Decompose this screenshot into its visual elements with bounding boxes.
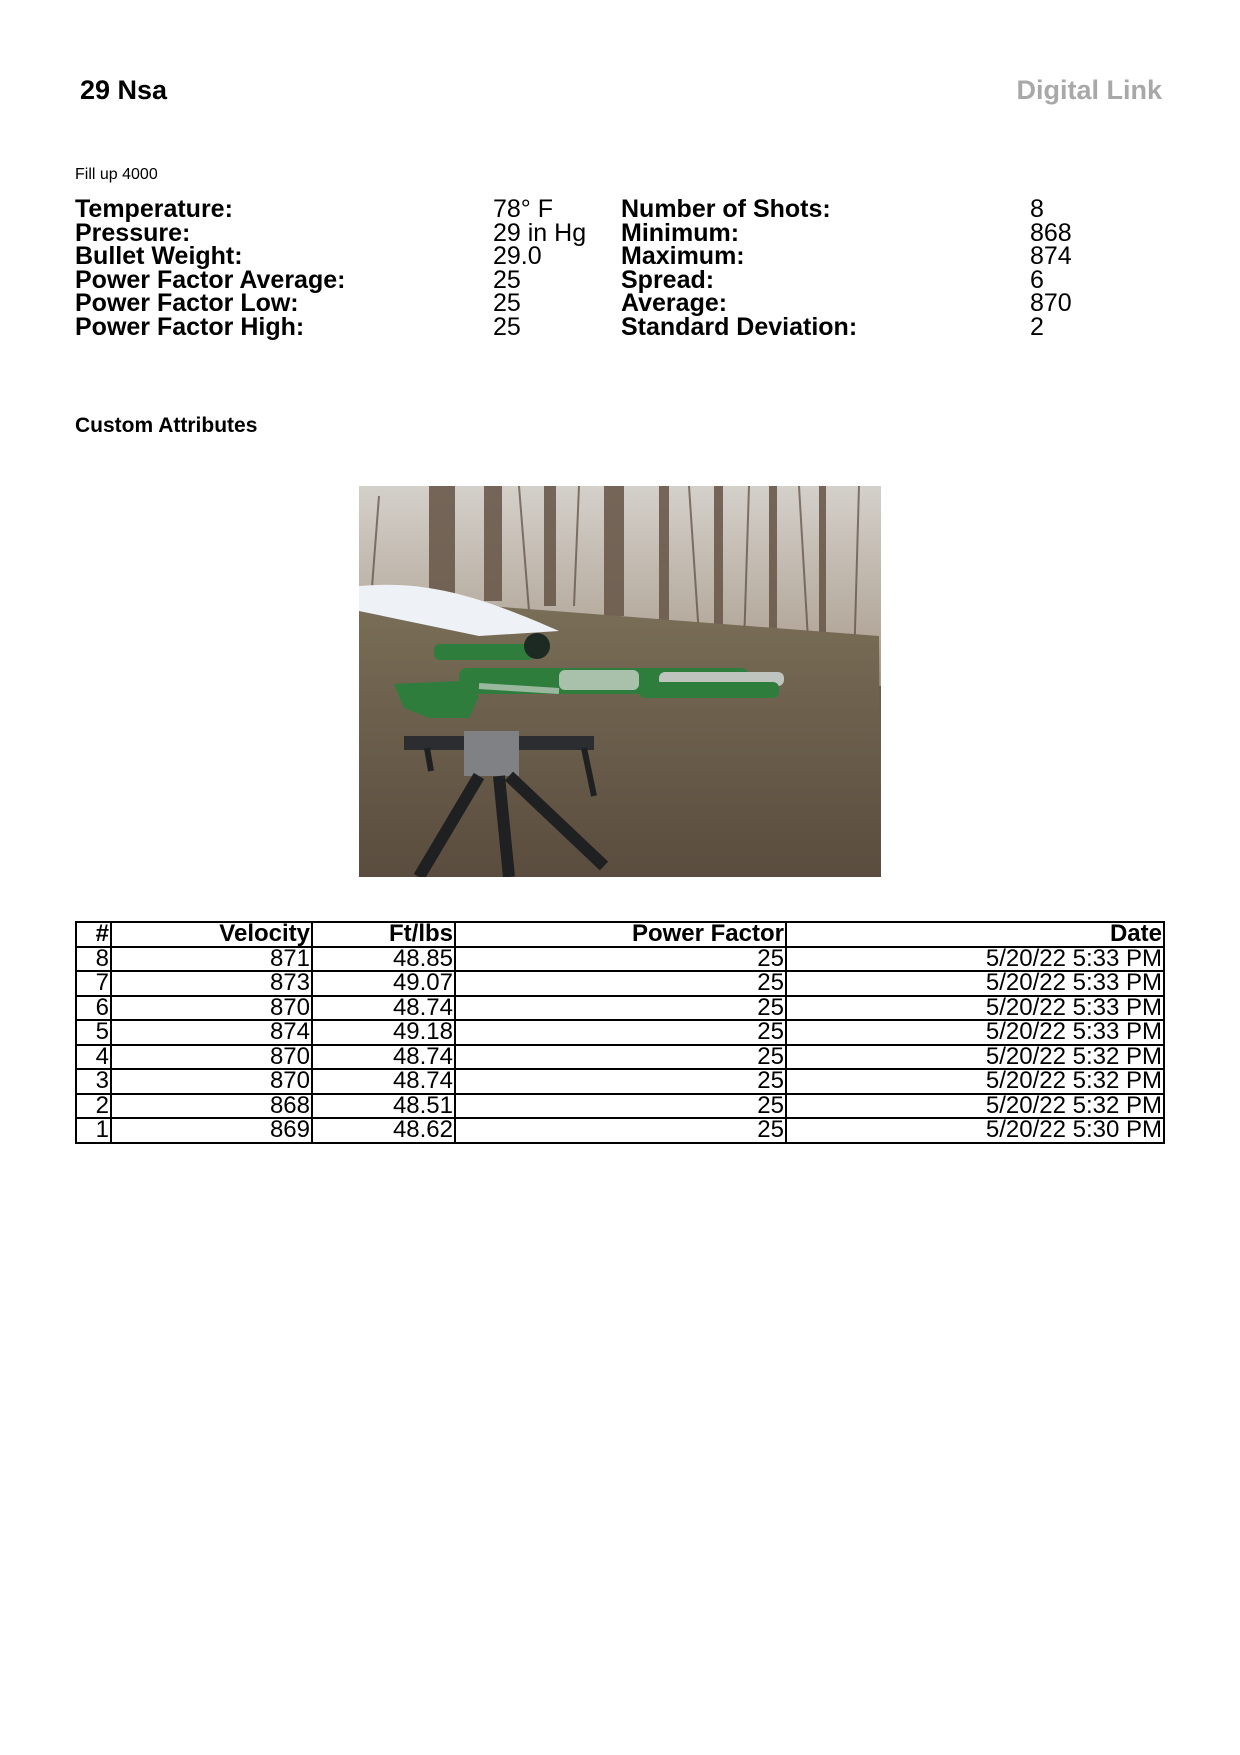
cell-ft-lbs: 49.07 (312, 971, 455, 996)
cell-shot-number: 7 (76, 971, 111, 996)
cell-ft-lbs: 48.74 (312, 1069, 455, 1094)
table-row (76, 1094, 1164, 1119)
cell-ft-lbs: 48.62 (312, 1118, 455, 1143)
stat-row-shot-count (621, 195, 1072, 223)
cell-velocity: 870 (111, 1069, 312, 1094)
stat-value: 29 in Hg (493, 218, 587, 247)
cell-shot-number: 6 (76, 996, 111, 1021)
cell-date: 5/20/22 5:32 PM (786, 1069, 1164, 1094)
cell-ft-lbs: 48.74 (312, 996, 455, 1021)
cell-shot-number: 8 (76, 947, 111, 972)
table-row (76, 1045, 1164, 1070)
stat-value: 78° F (493, 195, 554, 223)
stat-label: Spread: (621, 265, 715, 294)
stat-value: 874 (1030, 242, 1072, 270)
custom-attributes-heading: Custom Attributes (75, 414, 258, 437)
table-row (76, 971, 1164, 996)
cell-date: 5/20/22 5:32 PM (786, 1094, 1164, 1119)
fill-note: Fill up 4000 (75, 166, 158, 183)
cell-date: 5/20/22 5:33 PM (786, 971, 1164, 996)
cell-velocity: 869 (111, 1118, 312, 1143)
stat-value: 8 (1030, 195, 1044, 223)
cell-power-factor: 25 (455, 1069, 786, 1094)
stat-row-temperature (75, 195, 586, 223)
stat-label: Temperature: (75, 195, 233, 223)
cell-power-factor: 25 (455, 1045, 786, 1070)
conditions-stats (75, 195, 587, 341)
rifle-photo (359, 486, 881, 877)
stat-label: Pressure: (75, 218, 191, 247)
cell-date: 5/20/22 5:33 PM (786, 947, 1164, 972)
cell-shot-number: 4 (76, 1045, 111, 1070)
stat-value: 29.0 (493, 242, 542, 270)
stat-label: Power Factor High: (75, 312, 305, 341)
cell-velocity: 871 (111, 947, 312, 972)
stat-row-pf-high (75, 312, 586, 341)
table-row (76, 1069, 1164, 1094)
cell-velocity: 870 (111, 1045, 312, 1070)
cell-shot-number: 5 (76, 1020, 111, 1045)
stat-row-bullet-weight (75, 242, 586, 270)
cell-ft-lbs: 48.74 (312, 1045, 455, 1070)
shot-summary-stats (621, 195, 1072, 341)
cell-power-factor: 25 (455, 947, 786, 972)
stat-value: 868 (1030, 218, 1072, 247)
cell-power-factor: 25 (455, 1118, 786, 1143)
header-date: Date (786, 922, 1164, 947)
cell-power-factor: 25 (455, 996, 786, 1021)
rifle-photo-illustration (359, 486, 881, 877)
header-shot-number: # (76, 922, 111, 947)
stat-row-pf-low (75, 289, 586, 317)
table-row (76, 1020, 1164, 1045)
cell-velocity: 868 (111, 1094, 312, 1119)
stat-value: 870 (1030, 289, 1072, 317)
stat-row-std-dev (621, 312, 1072, 341)
cell-velocity: 870 (111, 996, 312, 1021)
stat-label: Bullet Weight: (75, 242, 243, 270)
cell-ft-lbs: 48.51 (312, 1094, 455, 1119)
cell-power-factor: 25 (455, 1094, 786, 1119)
cell-date: 5/20/22 5:32 PM (786, 1045, 1164, 1070)
header-ft-lbs: Ft/lbs (312, 922, 455, 947)
cell-ft-lbs: 48.85 (312, 947, 455, 972)
stat-value: 2 (1030, 312, 1044, 341)
stat-row-maximum (621, 242, 1072, 270)
cell-date: 5/20/22 5:33 PM (786, 996, 1164, 1021)
cell-shot-number: 3 (76, 1069, 111, 1094)
stat-label: Power Factor Average: (75, 265, 346, 294)
table-row (76, 1118, 1164, 1143)
report-title: 29 Nsa (80, 75, 168, 105)
cell-velocity: 873 (111, 971, 312, 996)
stat-label: Average: (621, 289, 728, 317)
table-row (76, 947, 1164, 972)
header-velocity: Velocity (111, 922, 312, 947)
stat-value: 25 (493, 312, 521, 341)
stat-value: 6 (1030, 265, 1044, 294)
stat-label: Power Factor Low: (75, 289, 299, 317)
cell-date: 5/20/22 5:30 PM (786, 1118, 1164, 1143)
header-power-factor: Power Factor (455, 922, 786, 947)
cell-shot-number: 2 (76, 1094, 111, 1119)
cell-power-factor: 25 (455, 971, 786, 996)
stat-label: Maximum: (621, 242, 745, 270)
stat-label: Number of Shots: (621, 195, 831, 223)
stat-value: 25 (493, 265, 521, 294)
cell-ft-lbs: 49.18 (312, 1020, 455, 1045)
cell-power-factor: 25 (455, 1020, 786, 1045)
stat-label: Minimum: (621, 218, 740, 247)
cell-velocity: 874 (111, 1020, 312, 1045)
stat-value: 25 (493, 289, 521, 317)
table-header-row (76, 922, 1164, 947)
cell-date: 5/20/22 5:33 PM (786, 1020, 1164, 1045)
stat-row-average (621, 289, 1072, 317)
brand-label: Digital Link (1016, 75, 1162, 105)
shot-table (75, 921, 1165, 1144)
table-row (76, 996, 1164, 1021)
cell-shot-number: 1 (76, 1118, 111, 1143)
stat-label: Standard Deviation: (621, 312, 858, 341)
